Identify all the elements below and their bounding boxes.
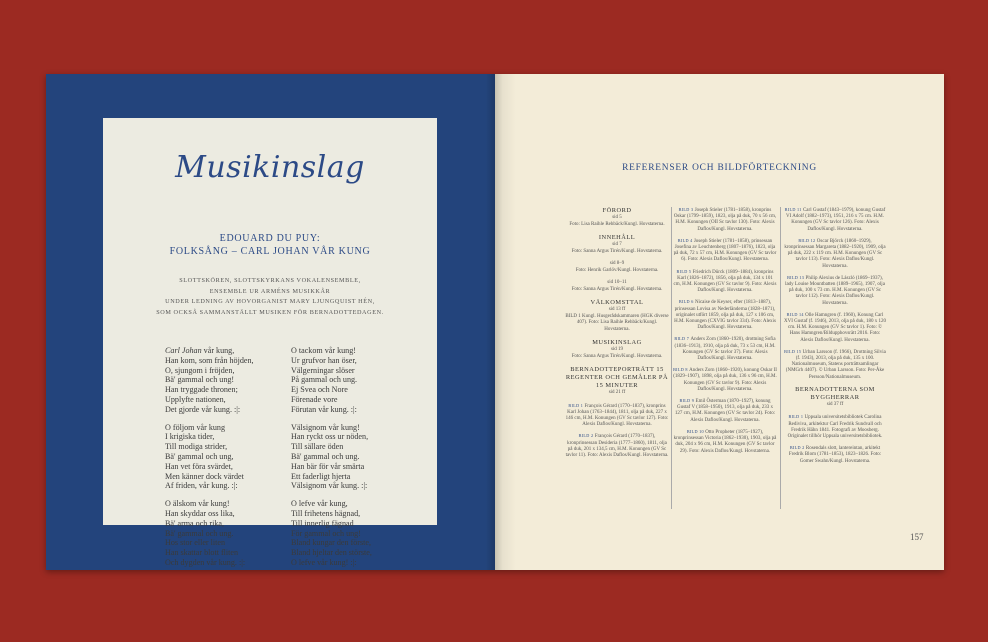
section-credit: BILD 1 Kungl. Husgerådskammaren (HGK diverse 407). Foto: Lisa Raihle Rehbäck/Kungl. Hovstaterna. [565,313,669,332]
verse-line: Hos stor eller liten [165,538,226,548]
section-heading: BERNADOTTERNA SOM BYGGHERRAR [795,385,875,401]
verse-stanza [291,423,372,492]
verse-line: Ej Svea och Nore [291,385,348,395]
verse-stanza [165,423,254,492]
song-heading-title: FOLKSÅNG – CARL JOHAN VÅR KUNG [169,246,371,257]
verse-line: På gammal och ung. [291,375,358,385]
section-heading: FÖRORD [602,207,632,214]
verse-stanza [165,499,254,568]
section-heading: INNEHÅLL [598,234,636,241]
verse-line: Han skyddar oss lika, [165,508,235,518]
section-page-ref: sid 7 [612,242,622,247]
verse-line: Upplyfte nationen, [165,394,226,404]
verse-line: Bä' gammal och ung! [165,375,235,385]
references-column-2 [673,207,777,460]
column-divider [671,207,672,509]
section-credit: Foto: Sanna Argus Tirén/Kungl. Hovstaterna. [571,353,663,359]
verse-line: I krigiska tider, [165,432,215,442]
verse-stanza [291,346,372,415]
bild-label: BILD 2 [578,433,595,439]
section-heading: BERNADOTTEPORTRÄTT 15 REGENTER OCH GEMÅLER PÅ 15 MINUTER [565,366,669,389]
verse-line: Bä' gammal och ung. [165,528,234,538]
verse-line: Ett faderligt hjerta [291,471,351,481]
section-page-ref: sid 19 [610,347,624,352]
reference-section [565,299,669,333]
music-card [103,118,437,567]
verse-line: Men känner dock värdet [165,471,244,481]
section-page-ref: sid 13 ff [608,307,626,312]
verse-line: Carl Johan vår kung, [165,346,235,355]
verse-line: Till modiga strider, [165,442,228,452]
reference-entry: BILD 2 Rosendals slott, lantereintan, arkitekt Fredrik Blom (1781–1853), 1823–1826. Foto: Gomer Swahn/Kungl. Hovstaterna. [788,445,882,464]
bild-label: BILD 14 [786,311,806,317]
verse-line: O, sjungom i fröjden, [165,365,235,375]
bild-label: BILD 7 [674,336,691,342]
reference-section [565,366,669,397]
reference-section [565,280,669,293]
reference-section [783,386,887,409]
bild-label: BILD 11 [784,207,803,212]
song-heading-composer: EDOUARD DU PUY: [219,233,321,244]
section-credit: Foto: Henrik Garlöv/Kungl. Hovstaterna. [575,267,659,273]
verse-line: Välgerningar slöser [291,365,355,375]
verse-line: För gammal och ung! [291,528,361,538]
reference-entry: BILD 13 Philip Alexius de László (1869–1937), lady Louise Mountbatten (1889–1965), 1907, olja på duk, 100 x 73 cm. H.M. Konungen (GV Sc tavlor 112). Foto: Alexis Daflos/Kungl. Hovstaterna. [785,274,885,306]
book-spread [46,74,944,570]
script-title: Musikinslag [175,150,365,185]
bild-label: BILD 12 [798,237,817,243]
verse-line: Bä' arma och rika, [165,518,224,528]
performer-credits [103,276,437,318]
reference-entry: BILD 1 François Gérard (1770–1837), kronprins Karl Johan (1763–1844), 1811, olja på duk, 227 x 146 cm, H.M. Konungen (GV Sc tavlor 127). Foto: Alexis Daflos/Kungl. Hovstaterna. [565,402,669,428]
verse-line: O älskom vår kung! [165,499,230,509]
reference-entry: BILD 5 Friedrich Dürck (1809–1884), kronprins Karl (1826–1872), 1856, olja på duk, 134 x 101 cm, H.M. Konungen (GV Sc tavlor 9). Foto: Alexis Daflos/Kungl. Hovstaterna. [673,268,777,294]
verse-line: Till frihetens hägnad, [291,508,361,518]
column-divider [780,207,781,509]
section-page-ref: sid 21 ff [608,390,626,395]
verse-line: Han kom, som från höjden, [165,355,254,365]
verse-line: Bland hjeltar den störste, [291,548,372,558]
section-credit: Foto: Sanna Argus Tirén/Kungl. Hovstaterna. [571,248,663,254]
section-page-ref: sid 37 ff [826,401,844,407]
reference-entry: BILD 8 Anders Zorn (1860–1920), konung Oskar II (1829–1907), 1898, olja på duk, 136 x 96 cm, H.M. Konungen (GV Sc tavlor 9). Foto: Alexis Daflos/Kungl. Hovstaterna. [673,367,777,392]
reference-entry: BILD 11 Carl Gustaf (1843–1979), konung Gustaf VI Adolf (1882–1973), 1951, 216 x 75 cm. H.M. Konungen (GV Sc tavlor 126). Foto: Alexis Daflos/Kungl. Hovstaterna. [784,207,886,232]
verse-line: Förutan vår kung. :|: [291,404,357,414]
verse-line: Bland kungar den förste, [291,538,372,548]
verse-line: Välsignom vår kung. :|: [291,481,368,491]
verse-line: Och dygden vår kung. :|: [165,557,246,567]
verse-line: Ur grufvor han öser, [291,355,357,365]
verse-line: Till innerlig fägnad [291,518,354,528]
verse-line: O lefve vår kung, [291,499,348,509]
reference-entry: BILD 9 Emil Österman (1870–1927), konung Gustaf V (1858–1950), 1913, olja på duk, 233 x 127 cm, H.M. Konungen (GV Sc tavlor 24). Foto: Alexis Daflos/Kungl. Hovstaterna. [674,398,776,423]
references-column-1 [565,207,669,464]
reference-section [565,261,669,274]
verse-line: Han vet föra svärdet, [165,461,233,471]
credit-line: ENSEMBLE UR ARMÉNS MUSIKKÅR [209,287,331,295]
bild-label: BILD 13 [787,274,806,280]
verse-stanza [291,499,372,568]
verse-line: O lefve vår kung! :|: [291,557,357,567]
reference-section [565,339,669,360]
bild-label: BILD 4 [677,237,694,243]
bild-label: BILD 8 [673,367,690,373]
section-page-ref: sid 10–11 [607,280,627,285]
section-heading: VÄLKOMSTTAL [590,299,644,306]
page-number: 157 [910,532,924,542]
section-credit: Foto: Lisa Raihle Rehbäck/Kungl. Hovstaterna. [569,221,665,227]
verse-line: Förenade vore [291,394,338,404]
bild-label: BILD 9 [679,398,696,404]
verse-line: Det gjorde vår kung. :|: [165,404,241,414]
verse-stanza [165,346,254,415]
bild-label: BILD 3 [678,207,695,212]
credit-line: SLOTTSKÖREN, SLOTTSKYRKANS VOKALENSEMBLE, [179,277,361,284]
section-heading: MUSIKINSLAG [592,339,642,346]
reference-entry: BILD 10 Otto Propheter (1875–1927), kronprinsessan Victoria (1862–1930), 1903, olja på duk, 204 x 96 cm, H.M. Konungen (GV Sc tavlor 29). Foto: Alexis Daflos/Kungl. Hovstaterna. [673,428,777,454]
verse-line: Bä' gammal och ung. [291,451,360,461]
verse-line: Han tryggade thronen; [165,385,238,395]
credit-line: UNDER LEDNING AV HOVORGANIST MARY LJUNGQUIST HÉN, [165,298,375,305]
section-credit: Foto: Sanna Argus Tirén/Kungl. Hovstaterna. [571,286,663,292]
reference-entry: BILD 14 Olle Hamngren (f. 1960), Konung Carl XVI Gustaf (f. 1946), 2013, olja på duk, 180 x 120 cm. H.M. Konungen (GV Sc tavlor 1). Foto: © Hans Hamngren/Bildupphovsrätt 2016. Foto: Alexis Daflos/Kungl. Hovstaterna. [784,311,886,343]
verse-line: Välsignom vår kung! [291,422,360,432]
verses-left-column [165,346,254,576]
verse-line: O följom vår kung [165,422,226,432]
verses-right-column [291,346,372,576]
verse-line: Till sällare öden [291,442,344,452]
reference-entry: BILD 3 Joseph Stieler (1781–1858), kronprins Oskar (1799–1859), 1823, olja på duk, 70 x 56 cm, H.M. Konungen (OII Sc tavlor 130). Foto: Alexis Daflos/Kungl. Hovstaterna. [673,207,777,232]
reference-section [565,234,669,255]
bild-label: BILD 10 [686,428,706,434]
verse-line: Han ryckt oss ur nöden, [291,432,369,442]
reference-entry: BILD 7 Anders Zorn (1860–1920), drottning Sofia (1836–1913), 1910, olja på duk, 73 x 53 cm, H.M. Konungen (GV Sc tavlor 37). Foto: Alexis Daflos/Kungl. Hovstaterna. [674,336,776,362]
reference-entry: BILD 4 Joseph Stieler (1781–1858), prinsessan Josefina av Leuchtenberg (1807–1876), 1823, olja på duk, 72 x 57 cm, H.M. Konungen (GV Sc tavlor 6). Foto: Alexis Daflos/Kungl. Hovstaterna. [673,237,777,263]
reference-section [565,207,669,228]
section-page-ref: sid 5 [612,215,622,220]
verse-line: Han skattar blott fliten [165,548,239,558]
credit-line: SOM OCKSÅ SAMMANSTÄLLT MUSIKEN FÖR BERNADOTTEDAGEN. [156,308,384,316]
verse-line: Han bär för vår smärta [291,461,365,471]
reference-entry: BILD 2 François Gérard (1770–1837), kronprinsessan Desideria (1777–1860), 1811, olja på duk, 201 x 134,5 cm, H.M. Konungen (GV Sc tavlor 11). Foto: Alexis Daflos/Kungl. Hovstaterna. [565,433,669,458]
verse-emphasis: Carl Johan [165,346,202,355]
bild-label: BILD 5 [676,268,693,274]
bild-label: BILD 2 [789,445,806,451]
references-title: REFERENSER OCH BILDFÖRTECKNING [622,163,817,173]
reference-entry: BILD 1 Uppsala universitetsbibliotek Carolina Rediviva, arkitektur Carl Fredrik Sundvall och Fredrik Hähn 1841. Fotografi av Moosberg. Originalet tillhör Uppsala universitetsbibliotek. [787,414,883,439]
left-page [46,74,495,570]
reference-entry: BILD 15 Urban Larsson (f. 1966), Drottning Silvia (f. 1943), 2013, olja på duk, 135 x 100. Nationalmuseum, Statens porträttsamlingar (NMGrh 4407). © Urban Larsson. Foto: Per-Åke Persson/Nationalmuseum. [784,348,886,380]
section-page-ref: sid 8–9 [609,261,625,266]
bild-label: BILD 1 [568,402,585,408]
verse-line: Af friden, vår kung. :|: [165,481,238,491]
verse-line: O tackom vår kung! [291,346,356,355]
bild-label: BILD 6 [678,299,695,305]
song-heading [103,232,437,258]
bild-label: BILD 15 [784,348,803,354]
right-page [495,74,944,570]
reference-entry: BILD 6 Nicaise de Keyser, efter (1813–1887), prinsessan Lovisa av Nederländerna (1828–1871), originalet utfört 1859, olja på duk, 127 x 106 cm, H.M. Konungen (CXVIG tavlor 334). Foto: Alexis Daflos/Kungl. Hovstaterna. [674,299,776,331]
verse-line: Bä' gammal och ung, [165,451,234,461]
bild-label: BILD 1 [788,414,805,420]
references-column-3 [783,207,887,470]
reference-entry: BILD 12 Oscar Björck (1860–1929), kronprinsessan Margareta (1882–1920), 1909, olja på duk, 222 x 119 cm. H.M. Konungen (GV Sc tavlor 113). Foto: Alexis Daflos/Kungl. Hovstaterna. [784,237,886,269]
